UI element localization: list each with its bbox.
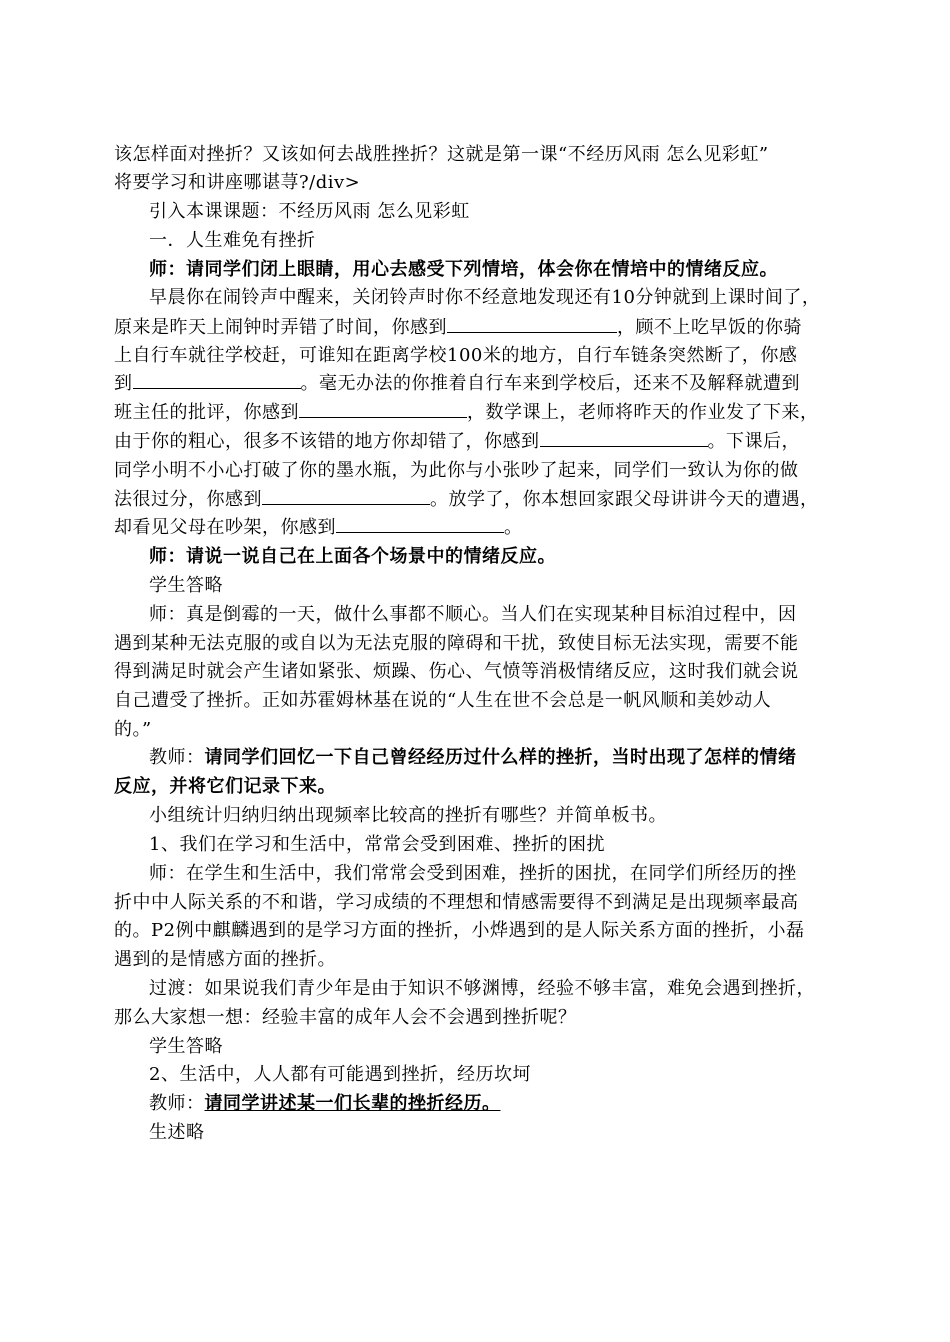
fill-blank <box>447 316 617 333</box>
text-line: 师：在学生和生活中，我们常常会受到困难，挫折的困扰，在同学们所经历的挫 <box>149 863 797 884</box>
instruction-text: 请同学们闭上眼睛，用心去感受下列情培，体会你在情培中的情绪反应。 <box>186 259 778 280</box>
text-segment: 原来是昨天上闹钟时弄错了时间，你感到 <box>114 317 447 338</box>
text-segment: 。放学了，你本想回家跟父母讲讲今天的遭遇， <box>430 489 819 510</box>
section-point-1: 1、我们在学习和生活中，常常会受到困难、挫折的困扰 <box>149 834 605 855</box>
instruction-text: 请说一说自己在上面各个场景中的情绪反应。 <box>186 546 556 567</box>
lesson-title-intro: 引入本课课题：不经历风雨 怎么见彩虹 <box>149 201 470 222</box>
fill-blank <box>299 401 467 418</box>
text-line: 学生答略 <box>149 1036 223 1057</box>
text-segment: 由于你的粗心，很多不该错的地方你却错了，你感到 <box>114 431 540 452</box>
fill-blank <box>262 488 430 505</box>
text-line: 将要学习和讲座哪谌荨?/div> <box>114 172 361 193</box>
text-segment: 到 <box>114 373 133 394</box>
text-line <box>114 316 802 340</box>
text-line: 同学小明不小心打破了你的墨水瓶，为此你与小张吵了起来，同学们一致认为你的做 <box>114 460 799 481</box>
text-segment: 。 <box>504 517 523 538</box>
text-line: 过渡：如果说我们青少年是由于知识不够渊博，经验不够丰富，难免会遇到挫折， <box>149 978 815 999</box>
instruction-text: 请同学们回忆一下自己曾经经历过什么样的挫折，当时出现了怎样的情绪 <box>204 747 797 768</box>
text-segment: 。下课后， <box>707 431 800 452</box>
text-line: 反应，并将它们记录下来。 <box>114 776 336 797</box>
text-line: 那么大家想一想：经验丰富的成年人会不会遇到挫折呢？ <box>114 1007 577 1028</box>
text-segment: ，顾不上吃早饭的你骑 <box>617 317 802 338</box>
text-line: 的。” <box>114 719 152 740</box>
text-line: 早晨你在闹铃声中醒来，关闭铃声时你不经意地发现还有10分钟就到上课时间了， <box>149 287 821 308</box>
text-line: 自己遭受了挫折。正如苏霍姆林基在说的“人生在世不会总是一帆风顺和美妙动人 <box>114 690 772 711</box>
text-line <box>114 488 819 512</box>
text-line: 学生答略 <box>149 575 223 596</box>
text-line: 遇到某种无法克服的或自以为无法克服的障碍和干扰，致使目标无法实现，需要不能 <box>114 633 799 654</box>
text-segment: 。毫无办法的你推着自行车来到学校后，还来不及解释就遭到 <box>300 373 800 394</box>
text-segment: ，数学课上，老师将昨天的作业发了下来， <box>467 402 819 423</box>
text-line <box>114 430 800 454</box>
text-line: 生述略 <box>149 1122 205 1143</box>
teacher-instruction <box>149 545 556 569</box>
text-line <box>114 516 523 540</box>
text-line: 小组统计归纳归纳出现频率比较高的挫折有哪些？并简单板书。 <box>149 805 667 826</box>
text-line: 上自行车就往学校赶，可谁知在距离学校100米的地方，自行车链条突然断了，你感 <box>114 345 798 366</box>
speaker-label: 教师： <box>149 1093 205 1114</box>
fill-blank <box>540 430 708 447</box>
text-line <box>114 401 819 425</box>
instruction-text: 请同学讲述某一们长辈的挫折经历。 <box>204 1093 501 1114</box>
text-line: 得到满足时就会产生诸如紧张、烦躁、伤心、气愤等消极情绪反应，这时我们就会说 <box>114 661 799 682</box>
teacher-instruction <box>149 1092 501 1116</box>
text-segment: 却看见父母在吵架，你感到 <box>114 517 336 538</box>
teacher-instruction <box>149 746 797 770</box>
text-line: 该怎样面对挫折？又该如何去战胜挫折？这就是第一课“不经历风雨 怎么见彩虹” <box>114 144 769 165</box>
text-line: 遇到的是情感方面的挫折。 <box>114 949 336 970</box>
section-heading-1: 一．人生难免有挫折 <box>149 230 316 251</box>
teacher-instruction <box>149 258 778 282</box>
text-segment: 法很过分，你感到 <box>114 489 262 510</box>
text-line <box>114 372 800 396</box>
speaker-label: 师： <box>149 259 186 280</box>
fill-blank <box>133 372 301 389</box>
text-line: 折中中人际关系的不和谐，学习成绩的不理想和情感需要得不到满足是出现频率最高 <box>114 892 799 913</box>
text-line: 师：真是倒霉的一天，做什么事都不顺心。当人们在实现某种目标洎过程中，因 <box>149 604 797 625</box>
section-point-2: 2、生活中，人人都有可能遇到挫折，经历坎坷 <box>149 1064 531 1085</box>
fill-blank <box>336 516 504 533</box>
speaker-label: 师： <box>149 546 186 567</box>
text-segment: 班主任的批评，你感到 <box>114 402 299 423</box>
text-line: 的。P2例中麒麟遇到的是学习方面的挫折，小烨遇到的是人际关系方面的挫折，小磊 <box>114 920 805 941</box>
speaker-label: 教师： <box>149 747 205 768</box>
